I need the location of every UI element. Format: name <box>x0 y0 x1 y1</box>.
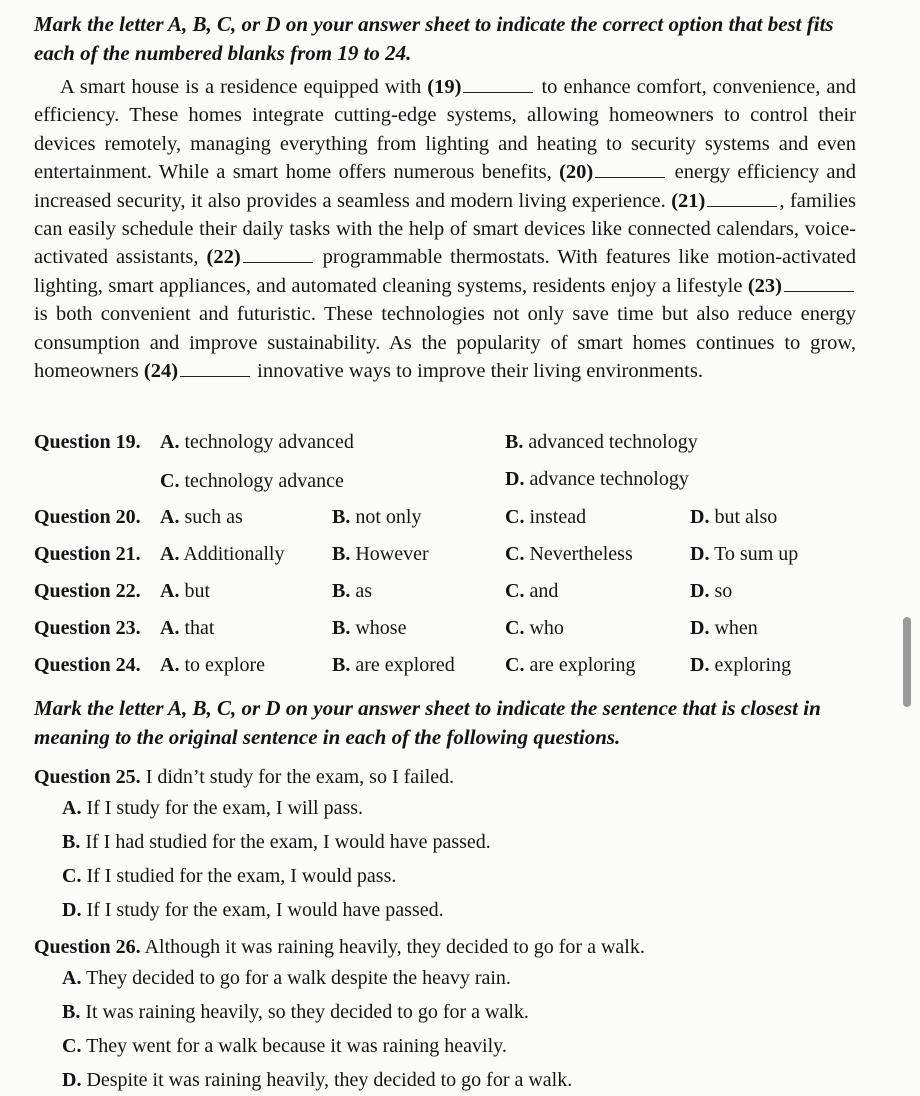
answer-option[interactable] <box>160 504 243 530</box>
option-letter: B. <box>332 543 351 565</box>
answer-option[interactable] <box>690 652 791 678</box>
answer-option[interactable] <box>62 1033 507 1059</box>
answer-blank <box>595 160 665 178</box>
answer-blank <box>784 274 854 292</box>
option-text: exploring <box>709 654 792 676</box>
option-text: are exploring <box>524 654 636 676</box>
answer-option[interactable] <box>332 615 406 641</box>
answer-blank <box>180 359 250 377</box>
answer-option[interactable] <box>505 541 633 567</box>
option-letter: B. <box>62 831 81 853</box>
option-letter: B. <box>332 506 351 528</box>
option-text: to explore <box>179 654 265 676</box>
question-stem: Although it was raining heavily, they decided to go for a walk. <box>140 936 645 958</box>
answer-option[interactable] <box>160 429 354 455</box>
option-letter: C. <box>505 580 525 602</box>
option-letter: D. <box>62 899 82 921</box>
answer-option[interactable] <box>160 578 210 604</box>
question-label: Question 19. <box>34 431 141 453</box>
answer-option[interactable] <box>332 578 372 604</box>
option-letter: C. <box>62 1035 82 1057</box>
answer-option[interactable] <box>690 541 798 567</box>
passage-text: A smart house is a residence equipped with <box>60 76 428 98</box>
option-text: whose <box>350 617 407 639</box>
option-letter: D. <box>690 506 710 528</box>
answer-option[interactable] <box>62 999 529 1025</box>
option-letter: C. <box>505 506 525 528</box>
option-text: are explored <box>350 654 455 676</box>
option-text: If I studied for the exam, I would pass. <box>81 865 397 887</box>
option-letter: B. <box>332 654 351 676</box>
option-text: that <box>179 617 215 639</box>
answer-option[interactable] <box>505 504 586 530</box>
passage-text: , families can easily schedule their daily tasks with the help of smart devices like connected calendars, voice-activated assistants, <box>34 189 856 269</box>
answer-option[interactable] <box>505 652 636 678</box>
meaning-instruction: Mark the letter A, B, C, or D on your answer sheet to indicate the sentence that is closest in meaning to the original sentence in each of the following questions. <box>34 696 821 749</box>
option-letter: D. <box>690 580 710 602</box>
option-text: They decided to go for a walk despite the heavy rain. <box>81 967 511 989</box>
answer-option[interactable] <box>62 1067 572 1093</box>
option-text: and <box>524 580 559 602</box>
option-text: However <box>350 543 429 565</box>
answer-option[interactable] <box>62 897 444 923</box>
option-letter: D. <box>690 654 710 676</box>
answer-blank <box>243 245 313 263</box>
passage-text: programmable thermostats. With features like motion-activated lighting, smart appliances, and automated cleaning systems, residents enjoy a lifestyle <box>34 246 857 297</box>
option-text: They went for a walk because it was raining heavily. <box>81 1035 507 1057</box>
option-text: not only <box>350 506 422 528</box>
option-text: when <box>709 617 758 639</box>
cloze-passage <box>34 73 856 385</box>
answer-option[interactable] <box>332 504 421 530</box>
option-text: but also <box>709 506 778 528</box>
option-text: who <box>524 617 564 639</box>
answer-option[interactable] <box>690 615 758 641</box>
option-letter: D. <box>690 543 710 565</box>
answer-option[interactable] <box>62 965 511 991</box>
option-text: Despite it was raining heavily, they decided to go for a walk. <box>81 1069 573 1091</box>
answer-option[interactable] <box>505 429 698 455</box>
blank-number: (21) <box>671 189 706 212</box>
passage-text: to enhance comfort, convenience, and efficiency. These homes integrate cutting-edge systems, allowing homeowners to control their devices remotely, managing everything from lighting and heating to security systems and even entertainment. While a smart home offers numerous benefits, <box>34 76 856 184</box>
option-letter: A. <box>160 580 180 602</box>
option-letter: A. <box>160 431 180 453</box>
blank-number: (24) <box>143 360 179 383</box>
option-text: Additionally <box>179 543 285 565</box>
option-letter: A. <box>160 654 180 676</box>
question-label: Question 25. <box>34 766 141 788</box>
blank-number: (20) <box>559 161 594 184</box>
answer-option[interactable] <box>62 863 396 889</box>
option-letter: A. <box>62 967 82 989</box>
answer-option[interactable] <box>505 615 564 641</box>
question-label: Question 21. <box>34 543 141 565</box>
option-text: but <box>179 580 211 602</box>
option-letter: D. <box>505 468 525 490</box>
question-stem-row <box>34 934 645 960</box>
option-text: To sum up <box>709 543 799 565</box>
answer-option[interactable] <box>160 615 214 641</box>
option-letter: B. <box>332 617 351 639</box>
option-letter: A. <box>160 506 180 528</box>
option-letter: C. <box>505 617 525 639</box>
question-label: Question 26. <box>34 936 141 958</box>
answer-option[interactable] <box>505 578 558 604</box>
question-label: Question 20. <box>34 506 141 528</box>
option-letter: D. <box>690 617 710 639</box>
option-letter: A. <box>62 797 82 819</box>
option-letter: C. <box>160 470 180 492</box>
question-stem: I didn’t study for the exam, so I failed. <box>140 766 455 788</box>
option-letter: D. <box>62 1069 82 1091</box>
question-label: Question 22. <box>34 580 141 602</box>
blank-number: (23) <box>747 274 782 297</box>
option-text: so <box>709 580 733 602</box>
blank-number: (22) <box>206 246 241 269</box>
cloze-instruction: Mark the letter A, B, C, or D on your answer sheet to indicate the correct option that best fits each of the numbered blanks from 19 to 24. <box>34 12 834 65</box>
question-label: Question 24. <box>34 654 141 676</box>
option-text: technology advance <box>179 470 344 492</box>
option-letter: B. <box>332 580 351 602</box>
answer-option[interactable] <box>160 541 284 567</box>
option-text: such as <box>179 506 243 528</box>
answer-option[interactable] <box>332 652 455 678</box>
option-letter: C. <box>505 543 525 565</box>
option-text: as <box>350 580 373 602</box>
answer-option[interactable] <box>505 466 689 492</box>
answer-option[interactable] <box>160 652 265 678</box>
passage-text: innovative ways to improve their living environments. <box>252 360 703 383</box>
answer-option[interactable] <box>332 541 429 567</box>
answer-blank <box>463 75 533 93</box>
option-letter: C. <box>62 865 82 887</box>
option-letter: B. <box>62 1001 81 1023</box>
option-text: advance technology <box>524 468 689 490</box>
option-text: advanced technology <box>523 431 698 453</box>
answer-option[interactable] <box>160 468 344 494</box>
option-letter: A. <box>160 617 180 639</box>
option-text: Nevertheless <box>524 543 633 565</box>
option-text: It was raining heavily, so they decided to go for a walk. <box>80 1001 529 1023</box>
scrollbar[interactable] <box>903 617 911 707</box>
option-text: If I study for the exam, I would have passed. <box>81 899 444 921</box>
option-text: If I study for the exam, I will pass. <box>81 797 364 819</box>
question-label: Question 23. <box>34 617 141 639</box>
answer-option[interactable] <box>62 829 491 855</box>
answer-option[interactable] <box>690 578 732 604</box>
option-text: technology advanced <box>179 431 354 453</box>
passage-text: energy efficiency and increased security, it also provides a seamless and modern living experience. <box>34 161 856 212</box>
passage-text: is both convenient and futuristic. These technologies not only save time but also reduce energy consumption and improve sustainability. As the popularity of smart homes continues to grow, homeowners <box>34 303 856 383</box>
blank-number: (19) <box>427 76 462 98</box>
option-letter: C. <box>505 654 525 676</box>
question-stem-row <box>34 764 454 790</box>
option-letter: A. <box>160 543 180 565</box>
option-text: If I had studied for the exam, I would have passed. <box>80 831 491 853</box>
answer-option[interactable] <box>62 795 363 821</box>
option-letter: B. <box>505 431 524 453</box>
answer-blank <box>707 189 777 207</box>
option-text: instead <box>524 506 587 528</box>
answer-option[interactable] <box>690 504 777 530</box>
